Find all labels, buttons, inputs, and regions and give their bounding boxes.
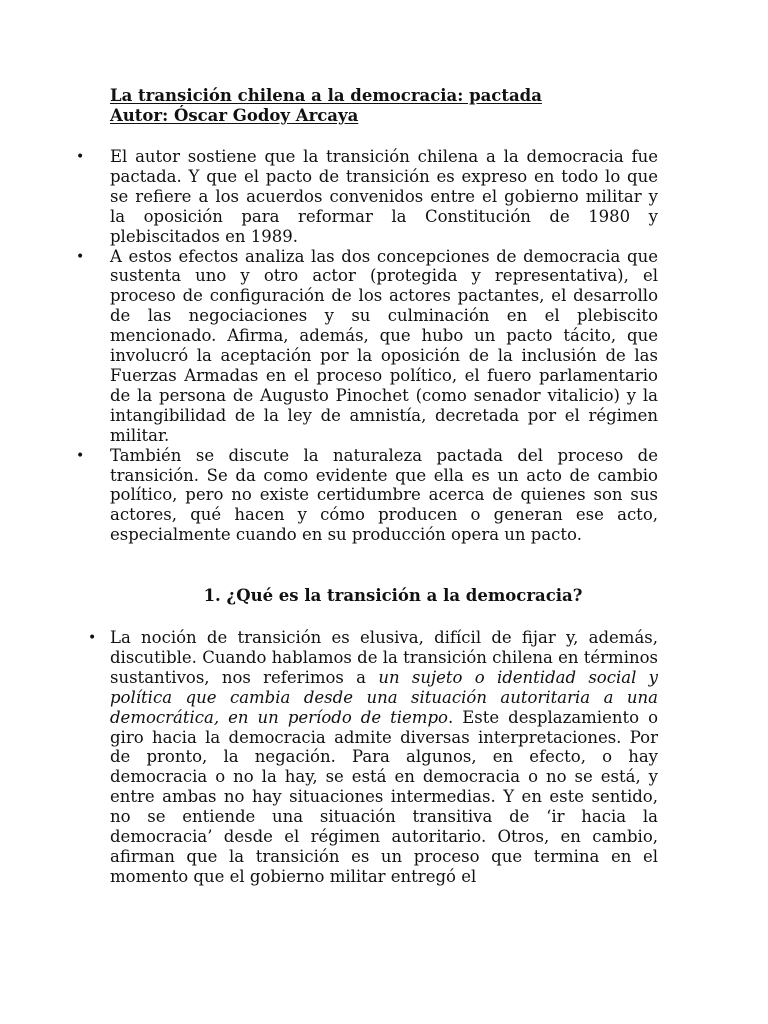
document-title: La transición chilena a la democracia: pactada xyxy=(110,86,542,105)
paragraph-text-start: La noción de transición es elusiva, difícil de fijar y, además, discutible. Cuando hablamos de la transición chilena en términos sustantivos, nos referimos a xyxy=(110,628,658,687)
list-item xyxy=(0,147,768,247)
bullet-text: El autor sostiene que la transición chilena a la democracia fue pactada. Y que el pacto de transición es expreso en todo lo que se refiere a los acuerdos convenidos entre el gobierno militar y la oposición para reformar la Constitución de 1980 y plebiscitados en 1989. xyxy=(110,147,658,246)
list-item xyxy=(0,247,768,446)
list-item xyxy=(0,628,768,887)
section-bullet-list xyxy=(0,628,768,887)
intro-bullet-list xyxy=(0,147,768,545)
list-item xyxy=(0,446,768,546)
bullet-text: También se discute la naturaleza pactada del proceso de transición. Se da como evidente que ella es un acto de cambio político, pero no existe certidumbre acerca de quienes son sus actores, qué hacen y cómo producen o generan ese acto, especialmente cuando en su producción opera un pacto. xyxy=(110,445,658,545)
bullet-icon: • xyxy=(88,630,97,646)
document-header xyxy=(110,86,670,126)
bullet-text xyxy=(110,628,658,887)
section-heading: 1. ¿Qué es la transición a la democracia? xyxy=(203,586,583,605)
document-author: Autor: Óscar Godoy Arcaya xyxy=(110,106,359,125)
paragraph-text-end: . Este desplazamiento o giro hacia la democracia admite diversas interpretaciones. Por de pronto, la negación. Para algunos, en efecto, o hay democracia o no la hay, se está en democracia o no se está, y entre ambas no hay situaciones intermedias. Y en este sentido, no se entiende una situación transitiva de ‘ir hacia la democracia’ desde el régimen autoritario. Otros, en cambio, afirman que la transición es un proceso que termina en el momento que el gobierno militar entregó el xyxy=(110,707,658,886)
italic-definition: un sujeto o identidad social y política que cambia desde una situación autoritaria a una democrática, en un período de tiempo xyxy=(110,667,658,727)
bullet-text: A estos efectos analiza las dos concepciones de democracia que sustenta uno y otro actor (protegida y representativa), el proceso de configuración de los actores pactantes, el desarrollo de las negociaciones y su culminación en el plebiscito mencionado. Afirma, además, que hubo un pacto tácito, que involucró la aceptación por la oposición de la inclusión de las Fuerzas Armadas en el proceso político, el fuero parlamentario de la persona de Augusto Pinochet (como senador vitalicio) y la intangibilidad de la ley de amnistía, decretada por el régimen militar. xyxy=(110,246,658,445)
bullet-icon: • xyxy=(76,149,85,165)
bullet-icon: • xyxy=(76,447,85,464)
bullet-icon: • xyxy=(76,248,85,265)
